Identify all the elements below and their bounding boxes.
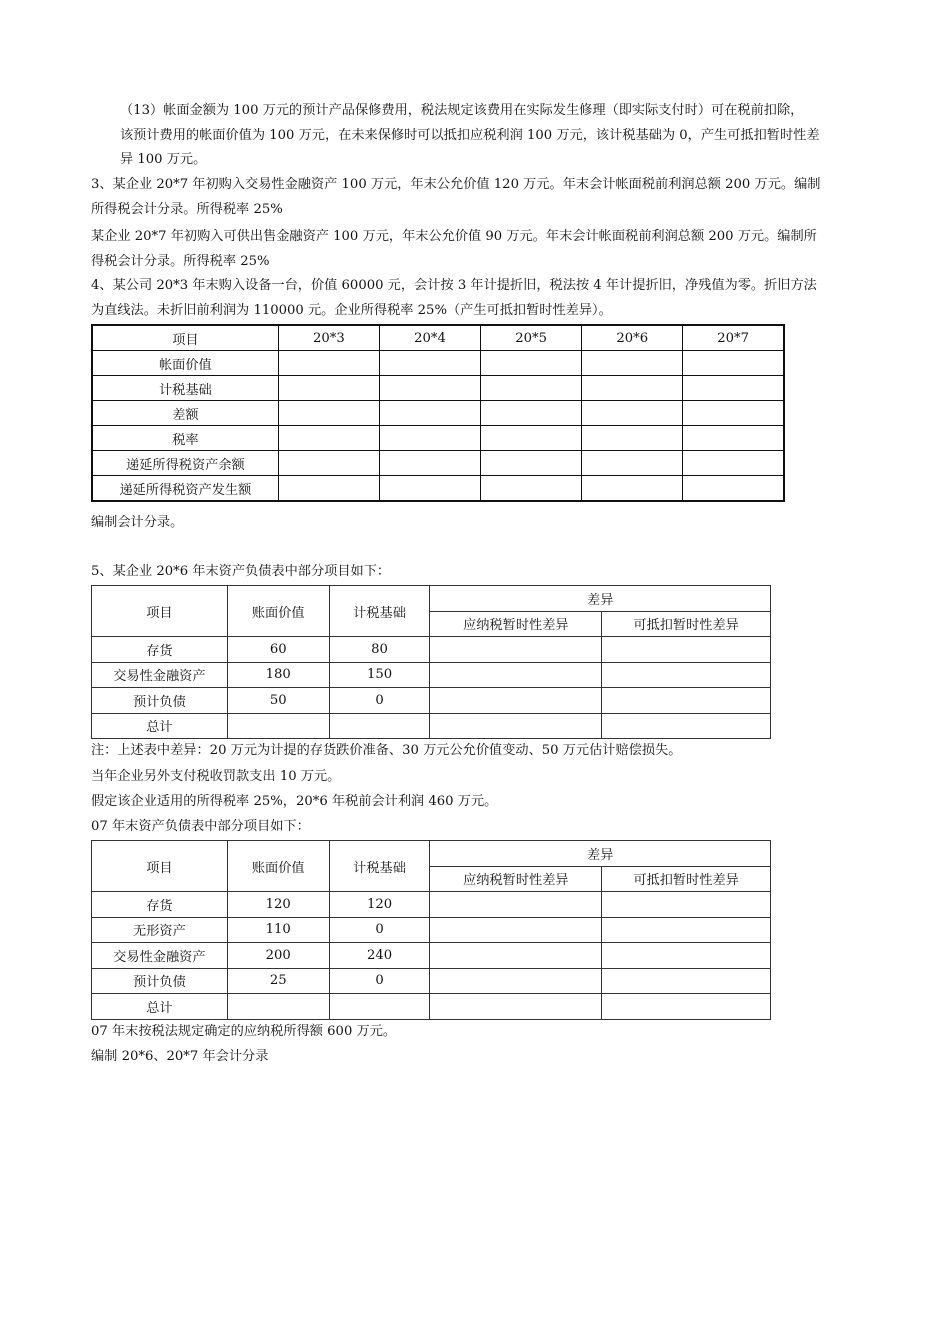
empty-cell [481, 476, 582, 502]
empty-cell [278, 376, 379, 401]
tax-basis-cell: 0 [329, 917, 430, 943]
header-cell: 差异 [430, 841, 771, 867]
empty-cell [481, 401, 582, 426]
row-label: 税率 [92, 426, 278, 451]
header-cell: 计税基础 [329, 586, 430, 637]
table-row [92, 943, 771, 969]
empty-cell [278, 426, 379, 451]
header-cell: 应纳税暂时性差异 [430, 611, 602, 637]
balance-table-2007 [91, 840, 771, 1020]
row-label: 计税基础 [92, 376, 278, 401]
empty-cell [582, 351, 683, 376]
tax-basis-cell [329, 713, 430, 739]
book-value-cell: 120 [227, 892, 329, 918]
note-line: 假定该企业适用的所得税率 25%，20*6 年税前会计利润 460 万元。 [91, 794, 498, 809]
empty-cell [379, 426, 480, 451]
empty-cell [481, 426, 582, 451]
header-cell: 计税基础 [329, 841, 430, 892]
empty-cell [379, 451, 480, 476]
book-value-cell [227, 994, 329, 1020]
empty-cell [278, 476, 379, 502]
empty-cell [379, 376, 480, 401]
empty-cell [602, 917, 771, 943]
balance-table-2006 [91, 585, 771, 739]
paragraph-line: 所得税会计分录。所得税率 25% [91, 201, 283, 217]
table-header-row [92, 841, 771, 867]
empty-cell [602, 637, 771, 663]
empty-cell [379, 476, 480, 502]
question-5-intro: 5、某企业 20*6 年末资产负债表中部分项目如下： [91, 564, 391, 579]
table-row [92, 662, 771, 688]
empty-cell [602, 892, 771, 918]
empty-cell [430, 892, 602, 918]
empty-cell [602, 943, 771, 969]
table-row [92, 351, 784, 376]
closing-line: 编制 20*6、20*7 年会计分录 [91, 1049, 269, 1064]
header-cell: 20*3 [278, 325, 379, 351]
paragraph-line: 为直线法。未折旧前利润为 110000 元。企业所得税率 25%（产生可抵扣暂时性差异）。 [91, 302, 612, 318]
empty-cell [430, 943, 602, 969]
empty-cell [582, 451, 683, 476]
empty-cell [430, 637, 602, 663]
empty-cell [430, 688, 602, 714]
empty-cell [602, 662, 771, 688]
tax-basis-cell: 0 [329, 968, 430, 994]
book-value-cell: 110 [227, 917, 329, 943]
header-cell: 项目 [92, 841, 228, 892]
question-4 [91, 274, 817, 323]
empty-cell [683, 451, 784, 476]
paragraph-line: （13）帐面金额为 100 万元的预计产品保修费用，税法规定该费用在实际发生修理（即实际支付时）可在税前扣除， [120, 103, 804, 118]
row-label: 总计 [92, 994, 228, 1020]
book-value-cell: 200 [227, 943, 329, 969]
note-line: 注：上述表中差异：20 万元为计提的存货跌价准备、30 万元公允价值变动、50 万元估计赔偿损失。 [91, 743, 682, 758]
empty-cell [278, 351, 379, 376]
table-row [92, 968, 771, 994]
row-label: 交易性金融资产 [92, 662, 228, 688]
paragraph-line: 3、某企业 20*7 年初购入交易性金融资产 100 万元，年末公允价值 120 万元。年末会计帐面税前利润总额 200 万元。编制 [91, 177, 821, 192]
book-value-cell: 25 [227, 968, 329, 994]
tax-basis-cell [329, 994, 430, 1020]
tax-basis-cell: 150 [329, 662, 430, 688]
table-row [92, 713, 771, 739]
table-row [92, 401, 784, 426]
table-row [92, 917, 771, 943]
header-cell: 可抵扣暂时性差异 [602, 866, 771, 892]
question-4-instruction: 编制会计分录。 [91, 515, 184, 530]
row-label: 交易性金融资产 [92, 943, 228, 969]
empty-cell [582, 476, 683, 502]
header-cell: 差异 [430, 586, 771, 612]
table-row [92, 637, 771, 663]
empty-cell [430, 917, 602, 943]
header-cell: 应纳税暂时性差异 [430, 866, 602, 892]
row-label: 存货 [92, 637, 228, 663]
empty-cell [683, 401, 784, 426]
depreciation-table [91, 324, 785, 502]
table-row [92, 376, 784, 401]
empty-cell [602, 713, 771, 739]
table-header-row [92, 586, 771, 612]
empty-cell [379, 401, 480, 426]
row-label: 总计 [92, 713, 228, 739]
paragraph-line: 得税会计分录。所得税率 25% [91, 253, 270, 269]
empty-cell [430, 968, 602, 994]
empty-cell [430, 713, 602, 739]
empty-cell [582, 426, 683, 451]
row-label: 预计负债 [92, 968, 228, 994]
row-label: 递延所得税资产余额 [92, 451, 278, 476]
empty-cell [582, 376, 683, 401]
empty-cell [683, 426, 784, 451]
table-row [92, 426, 784, 451]
book-value-cell: 180 [227, 662, 329, 688]
row-label: 预计负债 [92, 688, 228, 714]
book-value-cell: 50 [227, 688, 329, 714]
row-label: 帐面价值 [92, 351, 278, 376]
empty-cell [683, 376, 784, 401]
table-row [92, 892, 771, 918]
paragraph-line: 某企业 20*7 年初购入可供出售金融资产 100 万元，年末公允价值 90 万元。年末会计帐面税前利润总额 200 万元。编制所 [91, 229, 817, 244]
table-row [92, 451, 784, 476]
row-label: 差额 [92, 401, 278, 426]
closing-line: 07 年末按税法规定确定的应纳税所得额 600 万元。 [91, 1024, 397, 1039]
empty-cell [278, 451, 379, 476]
book-value-cell: 60 [227, 637, 329, 663]
row-label: 无形资产 [92, 917, 228, 943]
header-cell: 20*7 [683, 325, 784, 351]
question-07-intro: 07 年末资产负债表中部分项目如下： [91, 819, 310, 834]
header-cell: 20*6 [582, 325, 683, 351]
table-row [92, 688, 771, 714]
empty-cell [430, 994, 602, 1020]
table-row [92, 476, 784, 502]
tax-basis-cell: 0 [329, 688, 430, 714]
paragraph-line: 异 100 万元。 [120, 152, 207, 167]
empty-cell [481, 376, 582, 401]
question-3a [91, 173, 820, 222]
empty-cell [582, 401, 683, 426]
header-cell: 项目 [92, 325, 278, 351]
row-label: 存货 [92, 892, 228, 918]
header-cell: 可抵扣暂时性差异 [602, 611, 771, 637]
tax-basis-cell: 120 [329, 892, 430, 918]
header-cell: 20*5 [481, 325, 582, 351]
table-header-row [92, 325, 784, 351]
question-3b [91, 225, 817, 274]
empty-cell [683, 476, 784, 502]
empty-cell [602, 994, 771, 1020]
table-row [92, 994, 771, 1020]
empty-cell [379, 351, 480, 376]
header-cell: 20*4 [379, 325, 480, 351]
header-cell: 项目 [92, 586, 228, 637]
tax-basis-cell: 80 [329, 637, 430, 663]
empty-cell [278, 401, 379, 426]
empty-cell [602, 688, 771, 714]
empty-cell [430, 662, 602, 688]
row-label: 递延所得税资产发生额 [92, 476, 278, 502]
empty-cell [481, 351, 582, 376]
header-cell: 账面价值 [227, 586, 329, 637]
paragraph-13 [120, 99, 820, 173]
empty-cell [602, 968, 771, 994]
paragraph-line: 该预计费用的帐面价值为 100 万元，在未来保修时可以抵扣应税利润 100 万元，该计税基础为 0，产生可抵扣暂时性差 [120, 127, 820, 143]
empty-cell [683, 351, 784, 376]
tax-basis-cell: 240 [329, 943, 430, 969]
book-value-cell [227, 713, 329, 739]
empty-cell [481, 451, 582, 476]
paragraph-line: 4、某公司 20*3 年末购入设备一台，价值 60000 元，会计按 3 年计提折旧，税法按 4 年计提折旧，净残值为零。折旧方法 [91, 278, 817, 293]
note-line: 当年企业另外支付税收罚款支出 10 万元。 [91, 769, 341, 784]
header-cell: 账面价值 [227, 841, 329, 892]
